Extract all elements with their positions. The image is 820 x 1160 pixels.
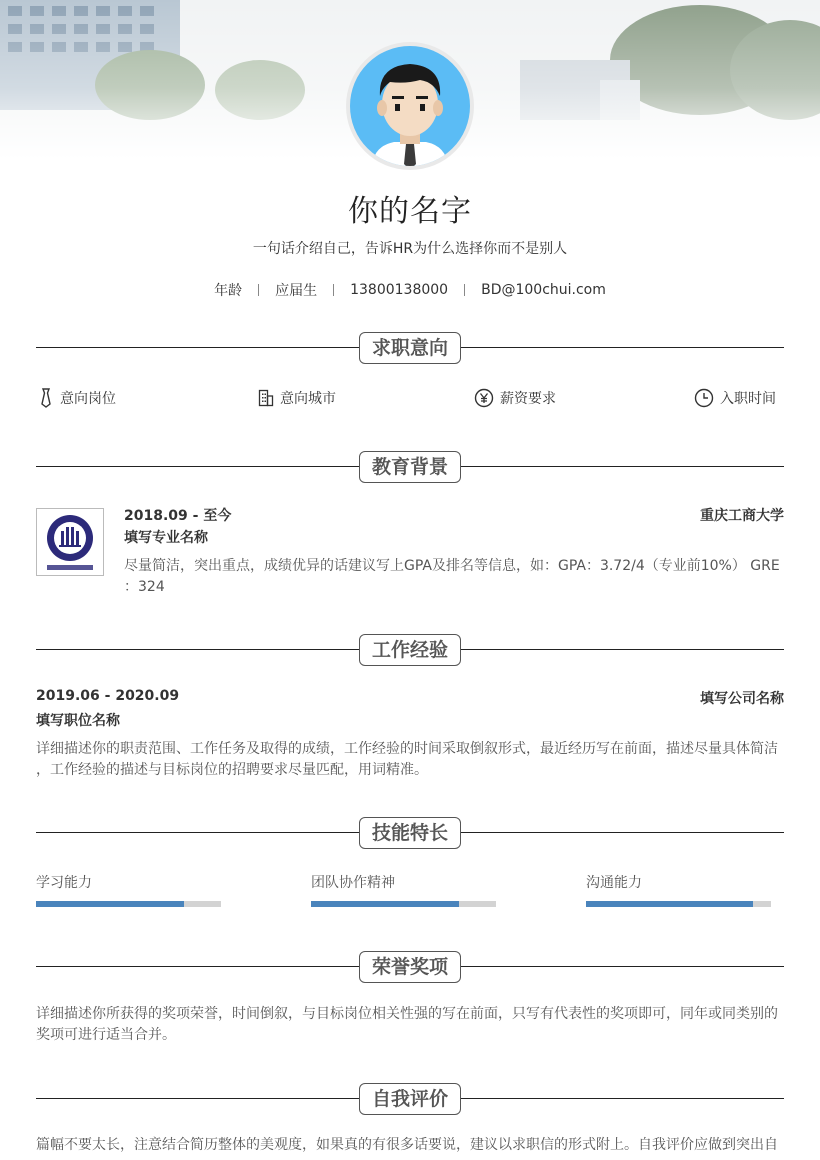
section-title: 求职意向 xyxy=(359,332,461,364)
section-header-skills xyxy=(36,817,784,849)
skill-label: 沟通能力 xyxy=(586,875,642,891)
work-title: 填写职位名称 xyxy=(36,713,120,729)
skill-bar-track xyxy=(36,901,221,907)
education-school: 重庆工商大学 xyxy=(700,508,784,524)
skill-bar-fill xyxy=(586,901,753,907)
job-intention-row xyxy=(36,388,784,410)
tagline: 一句话介绍自己，告诉HR为什么选择你而不是别人 xyxy=(252,241,568,257)
work-description-line2: ，工作经验的描述与目标岗位的招聘要求尽量匹配，用词精准。 xyxy=(36,762,428,778)
avatar xyxy=(346,42,474,170)
section-header-honors xyxy=(36,951,784,983)
clock-icon xyxy=(694,388,714,408)
contact-status: 应届生 xyxy=(275,283,318,299)
school-logo xyxy=(36,508,104,576)
intent-salary: 薪资要求 xyxy=(474,388,556,408)
section-header-education xyxy=(36,451,784,483)
skill-item-teamwork xyxy=(311,872,496,892)
work-company: 填写公司名称 xyxy=(700,691,784,707)
education-description-line1: 尽量简洁，突出重点，成绩优异的话建议写上GPA及排名等信息，如：GPA：3.72/4（专业前10%） GRE xyxy=(124,558,780,574)
skill-bar-fill xyxy=(311,901,459,907)
section-header-work xyxy=(36,634,784,666)
candidate-name: 你的名字 xyxy=(348,194,472,229)
divider xyxy=(464,284,465,296)
section-title: 教育背景 xyxy=(359,451,461,483)
skill-label: 学习能力 xyxy=(36,875,92,891)
work-period: 2019.06 - 2020.09 xyxy=(36,688,180,704)
honors-description-line1: 详细描述你所获得的奖项荣誉，时间倒叙，与目标岗位相关性强的写在前面，只写有代表性的奖项即可，同年或同类别的 xyxy=(36,1006,778,1022)
contact-phone: 13800138000 xyxy=(350,282,449,298)
divider xyxy=(258,284,259,296)
self-evaluation-description: 篇幅不要太长，注意结合简历整体的美观度，如果真的有很多话要说，建议以求职信的形式附上。自我评价应做到突出自 xyxy=(36,1137,778,1153)
tie-icon xyxy=(38,388,54,408)
section-title: 工作经验 xyxy=(359,634,461,666)
education-period: 2018.09 - 至今 xyxy=(124,508,232,524)
contact-email: BD@100chui.com xyxy=(481,282,606,298)
section-title: 自我评价 xyxy=(359,1083,461,1115)
skill-bar-track xyxy=(311,901,496,907)
section-title: 荣誉奖项 xyxy=(359,951,461,983)
contact-bar xyxy=(0,280,820,300)
skill-bar-track xyxy=(586,901,771,907)
intent-city: 意向城市 xyxy=(258,388,336,408)
section-title: 技能特长 xyxy=(359,817,461,849)
skill-bar-fill xyxy=(36,901,184,907)
divider xyxy=(333,284,334,296)
section-header-intent xyxy=(36,332,784,364)
intent-position: 意向岗位 xyxy=(38,388,116,408)
section-header-self-evaluation xyxy=(36,1083,784,1115)
honors-description-line2: 奖项可进行适当合并。 xyxy=(36,1027,176,1043)
education-description-line2: ：324 xyxy=(124,579,165,595)
contact-age: 年龄 xyxy=(214,283,243,299)
education-major: 填写专业名称 xyxy=(124,530,208,546)
intent-start-date: 入职时间 xyxy=(694,388,776,408)
university-seal-icon xyxy=(37,509,103,575)
yen-icon xyxy=(474,388,494,408)
skill-item-learning xyxy=(36,872,221,892)
skill-label: 团队协作精神 xyxy=(311,875,395,891)
building-icon xyxy=(258,389,274,407)
work-description-line1: 详细描述你的职责范围、工作任务及取得的成绩，工作经验的时间采取倒叙形式，最近经历写在前面，描述尽量具体简洁 xyxy=(36,741,778,757)
avatar-illustration xyxy=(350,46,470,166)
skill-item-communication xyxy=(586,872,771,892)
